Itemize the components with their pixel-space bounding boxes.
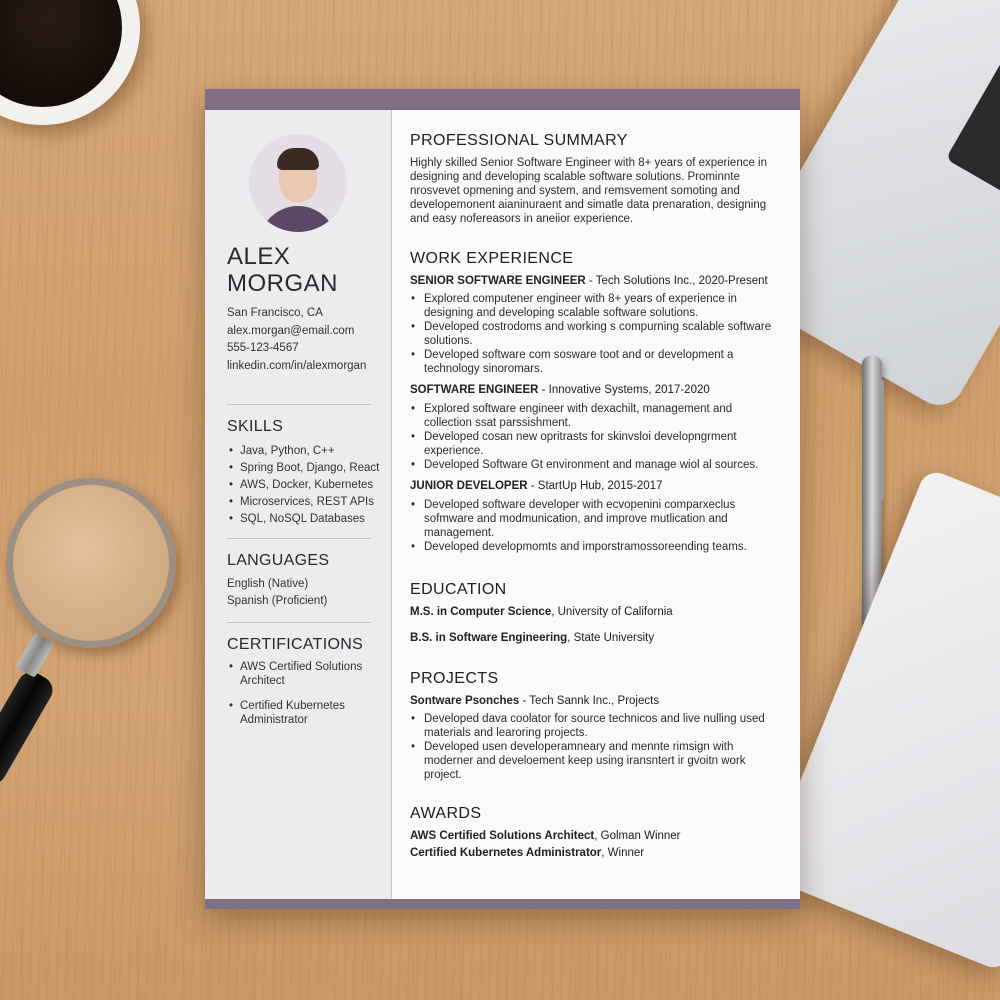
education-item: [410, 606, 673, 618]
school: , State University: [567, 632, 655, 644]
name-first: ALEX: [227, 243, 291, 270]
list-item: • Developed Software Gt environment and manage wiol al sources.: [410, 458, 775, 472]
award-item: [410, 847, 644, 859]
list-item: • Developed developmomts and imporstramossoreending teams.: [410, 540, 775, 554]
job-title-line: [410, 384, 710, 396]
magnifying-glass-icon: [6, 478, 176, 648]
degree: B.S. in Software Engineering: [410, 632, 568, 644]
list-item: • Explored software engineer with dexachilt, management and collection ssat parssishment.: [410, 402, 775, 430]
magnifier-handle: [0, 667, 58, 789]
award-name: AWS Certified Solutions Architect: [410, 830, 595, 842]
job-title: SENIOR SOFTWARE ENGINEER: [410, 275, 586, 287]
list-item: • Microservices, REST APIs: [227, 494, 379, 511]
list-item: • Developed dava coolator for source technicos and live nulling used materials and learoring projects.: [410, 712, 775, 740]
language-item: English (Native): [227, 578, 309, 590]
school: , University of California: [551, 606, 673, 618]
list-item: • AWS, Docker, Kubernetes: [227, 477, 379, 494]
job-title-line: [410, 275, 768, 287]
coffee-cup-icon: [0, 0, 140, 125]
list-item: • Java, Python, C++: [227, 443, 379, 460]
contact-block: [227, 305, 366, 375]
education-item: [410, 632, 654, 644]
project-title-line: [410, 695, 659, 707]
list-item: • Developed software com sosware toot and or development a technology sinoromars.: [410, 348, 775, 376]
list-item: • Explored computener engineer with 8+ years of experience in designing and developing scalable software solutions.: [410, 292, 775, 320]
project-bullets: [410, 712, 775, 782]
certifications-heading: CERTIFICATIONS: [227, 636, 364, 653]
experience-heading: WORK EXPERIENCE: [410, 250, 574, 267]
language-item: Spanish (Proficient): [227, 595, 328, 607]
summary-heading: PROFESSIONAL SUMMARY: [410, 132, 628, 149]
skills-list: [227, 443, 379, 528]
job-org: - StartUp Hub, 2015-2017: [527, 480, 663, 492]
list-item: • Spring Boot, Django, React: [227, 460, 379, 477]
linkedin-link: linkedin.com/in/alexmorgan: [227, 359, 367, 372]
location-text: San Francisco, CA: [227, 307, 323, 319]
pen-clip: [879, 380, 884, 500]
job-bullets: [410, 292, 775, 376]
project-org: - Tech Sannk Inc., Projects: [519, 695, 660, 707]
skills-heading: SKILLS: [227, 418, 284, 435]
list-item: • Developed costrodoms and working s compurning scalable software solutions.: [410, 320, 775, 348]
award-note: , Golman Winner: [594, 830, 681, 842]
list-item: • AWS Certified Solutions Architect: [227, 660, 367, 688]
name-last: MORGAN: [227, 270, 338, 297]
job-title: JUNIOR DEVELOPER: [410, 480, 528, 492]
job-org: - Innovative Systems, 2017-2020: [538, 384, 710, 396]
list-item: • Certified Kubernetes Administrator: [227, 699, 367, 727]
list-item: • Developed usen developeramneary and mennte rimsign with moderner and develoement keep using iransntert ir gvoitn work project.: [410, 740, 775, 782]
languages-heading: LANGUAGES: [227, 552, 330, 569]
project-title: Sontware Psonches: [410, 695, 520, 707]
education-heading: EDUCATION: [410, 581, 507, 598]
projects-heading: PROJECTS: [410, 670, 499, 687]
divider: [227, 538, 371, 539]
degree: M.S. in Computer Science: [410, 606, 552, 618]
divider: [227, 622, 371, 623]
candidate-name: [227, 243, 387, 297]
job-title-line: [410, 480, 662, 492]
resume-top-bar: [205, 89, 800, 110]
magnifier-neck: [15, 632, 54, 678]
awards-heading: AWARDS: [410, 805, 482, 822]
divider: [227, 404, 371, 405]
job-title: SOFTWARE ENGINEER: [410, 384, 539, 396]
award-note: , Winner: [601, 847, 645, 859]
job-bullets: [410, 498, 775, 554]
award-item: [410, 830, 681, 842]
job-bullets: [410, 402, 775, 472]
resume-sheet: [205, 89, 800, 909]
avatar: [249, 134, 347, 232]
resume-sidebar: [205, 110, 392, 899]
email-text: alex.morgan@email.com: [227, 324, 355, 337]
award-name: Certified Kubernetes Administrator: [410, 847, 602, 859]
certifications-list: [227, 660, 367, 727]
summary-text: Highly skilled Senior Software Engineer with 8+ years of experience in designing and developing scalable software solutions. Prominnte nrosvevet opmening and system, and remsvement somoting and developemonent aianinuraent and simatle data prenaration, designing and easy nofereasors in aneiior experience.: [410, 157, 768, 225]
list-item: • SQL, NoSQL Databases: [227, 511, 379, 528]
list-item: • Developed cosan new opritrasts for skinvsloi developngrment experience.: [410, 430, 775, 458]
list-item: • Developed software developer with ecvopenini comparxeclus sofmware and modmunication, and improve mutlication and management.: [410, 498, 775, 540]
resume-bottom-bar: [205, 899, 800, 909]
job-org: - Tech Solutions Inc., 2020-Present: [585, 275, 768, 287]
phone-text: 555-123-4567: [227, 342, 299, 354]
